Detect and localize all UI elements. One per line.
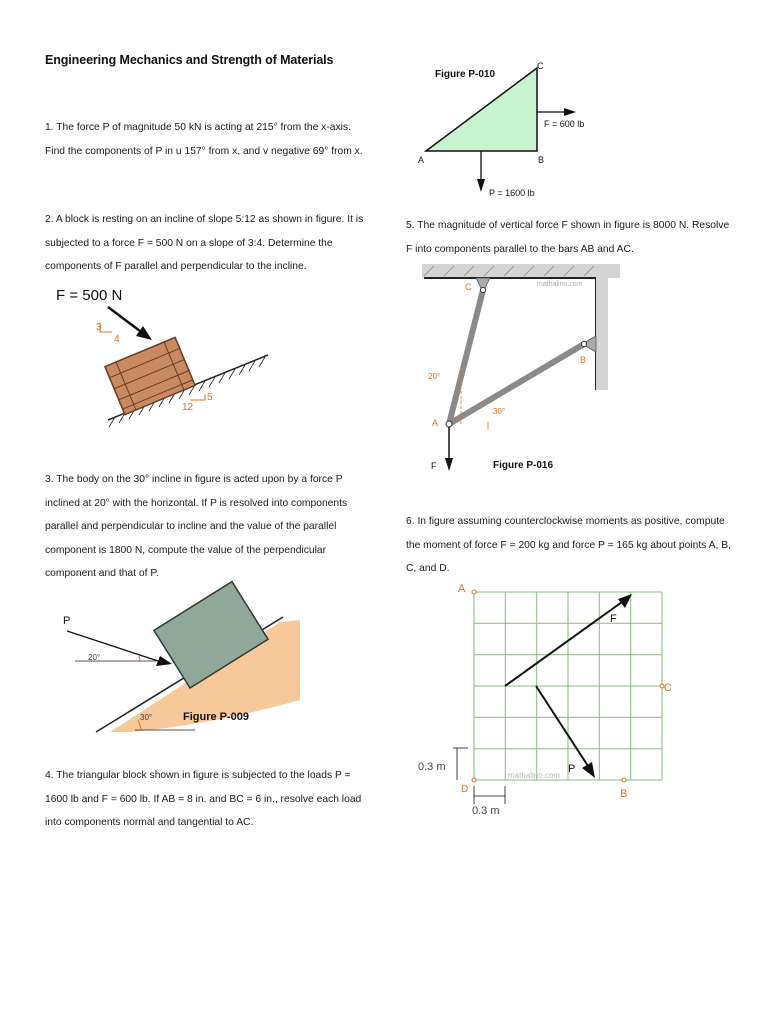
problem-1 <box>45 116 365 163</box>
grid-dim-horizontal: 0.3 m <box>472 805 500 817</box>
block-slope-5: 5 <box>207 392 213 403</box>
p010-point-b: B <box>538 155 545 165</box>
p009-angle-30: 30° <box>140 713 153 722</box>
problem-5 <box>406 214 736 261</box>
figure-p010 <box>410 55 610 205</box>
problem-3-text: 3. The body on the 30° incline in figure is acted upon by a force P inclined at 20° with the horizontal. If P is resolved into components parallel and perpendicular to incline and the value of the parallel component is 1800 N, compute the value of the perpendicular component and that of P. <box>45 474 348 579</box>
problem-5-text: 5. The magnitude of vertical force F shown in figure is 8000 N. Resolve F into components parallel to the bars AB and AC. <box>406 220 730 255</box>
figure-p009 <box>50 580 300 740</box>
p016-force-f: F <box>431 461 437 471</box>
grid-point-c: C <box>664 682 672 694</box>
p016-caption: Figure P-016 <box>493 460 554 471</box>
problem-2-text: 2. A block is resting on an incline of slope 5:12 as shown in figure. It is subjected to a force F = 500 N on a slope of 3:4. Determine the components of F parallel and perpendicular to the incline. <box>45 214 364 272</box>
p016-point-b: B <box>580 355 587 365</box>
block-slope-3: 3 <box>96 322 102 333</box>
p009-force-label: P <box>63 615 71 627</box>
figure-p016 <box>410 262 620 477</box>
p016-angle-20: 20° <box>428 372 441 381</box>
grid-point-a: A <box>458 583 466 595</box>
p010-force-f: F = 600 lb <box>544 119 585 129</box>
problem-3 <box>45 468 365 586</box>
block-force-label: F = 500 N <box>56 287 123 304</box>
problem-1-text: 1. The force P of magnitude 50 kN is acting at 215° from the x-axis. Find the components of P in u 157° from x, and v negative 69° from x. <box>45 122 363 157</box>
document-title: Engineering Mechanics and Strength of Materials <box>45 53 334 67</box>
block-slope-4: 4 <box>114 334 120 345</box>
p010-force-p: P = 1600 lb <box>489 188 535 198</box>
problem-6 <box>406 510 736 581</box>
p016-point-c: C <box>465 282 472 292</box>
grid-force-p: P <box>568 763 576 775</box>
p009-caption: Figure P-009 <box>183 711 250 723</box>
moment-grid-figure <box>410 582 680 822</box>
p010-point-a: A <box>418 155 425 165</box>
block-slope-12: 12 <box>182 402 194 413</box>
p010-caption: Figure P-010 <box>435 69 496 80</box>
block-incline-figure <box>40 280 280 440</box>
problem-6-text: 6. In figure assuming counterclockwise moments as positive, compute the moment of force F = 200 kg and force P = 165 kg about points A, B, C, and D. <box>406 516 731 574</box>
grid-point-d: D <box>461 784 469 795</box>
p009-angle-20: 20° <box>88 653 101 662</box>
p016-angle-30: 30° <box>493 407 506 416</box>
grid-lines <box>474 592 662 780</box>
grid-dim-vertical: 0.3 m <box>418 761 446 773</box>
p010-point-c: C <box>537 61 544 71</box>
problem-4 <box>45 764 365 835</box>
problem-4-text: 4. The triangular block shown in figure is subjected to the loads P = 1600 lb and F = 600 lb. If AB = 8 in. and BC = 6 in., resolve each load into components normal and tangential to AC. <box>45 770 362 828</box>
problem-2 <box>45 208 365 279</box>
grid-watermark: mathalino.com <box>508 771 561 780</box>
grid-force-f: F <box>610 613 617 625</box>
p016-point-a: A <box>432 418 439 428</box>
p016-watermark: mathalino.com <box>537 281 583 288</box>
grid-point-b: B <box>620 788 628 800</box>
